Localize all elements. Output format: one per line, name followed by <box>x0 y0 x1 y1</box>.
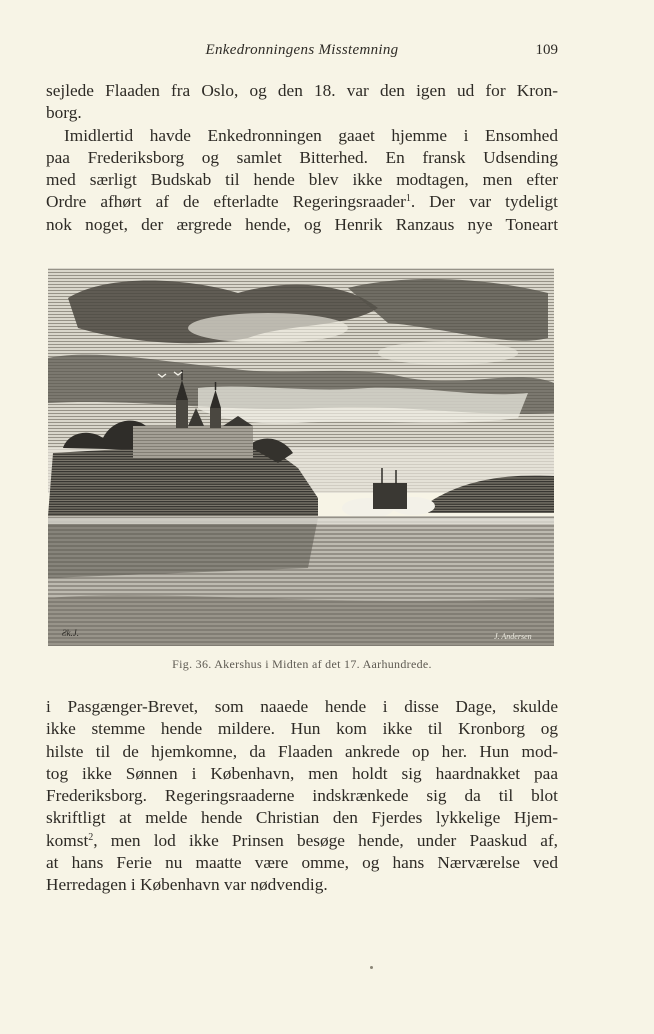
page-speck <box>370 966 373 969</box>
text-line: paa Frederiksborg og samlet Bitterhed. En fransk Udsending <box>46 147 558 167</box>
text-line: i Pasgænger-Brevet, som naaede hende i disse Dage, skulde <box>46 697 558 716</box>
engraver-signature-left: Ƨk.J. <box>62 628 79 638</box>
text-line: Frederiksborg. Regeringsraaderne indskrænkede sig da til blot <box>46 786 558 806</box>
footnote-marker: 1 <box>405 193 411 205</box>
engraver-signature-right: J. Andersen <box>494 632 532 641</box>
figure-caption: Fig. 36. Akershus i Midten af det 17. Aarhundrede. <box>172 657 432 671</box>
engraving-figure <box>48 268 554 646</box>
akershus-engraving <box>48 268 554 646</box>
running-header <box>46 42 558 62</box>
text-fragment: komst <box>46 830 89 850</box>
text-line: tog ikke Sønnen i København, men holdt sig haardnakket paa <box>46 763 558 783</box>
text-fragment: Ordre afhørt af de efterladte Regeringsraader <box>46 192 406 212</box>
text-line: skriftligt at melde hende Christian den Fjerdes lykkelige Hjem- <box>46 808 558 828</box>
text-fragment: . Der var tydeligt <box>410 192 558 212</box>
text-line: at hans Ferie nu maatte være omme, og hans Nærværelse ved <box>46 853 558 873</box>
text-fragment: , men lod ikke Prinsen besøge hende, under Paaskud af, <box>93 830 558 850</box>
text-line: sejlede Flaaden fra Oslo, og den 18. var den igen ud for Kron- <box>46 81 558 100</box>
text-line: Imidlertid havde Enkedronningen gaaet hjemme i Ensomhed <box>64 125 558 145</box>
text-line: Herredagen i København var nødvendig. <box>46 875 328 895</box>
text-line-with-footnote <box>46 191 558 213</box>
text-line: nok noget, der ærgrede hende, og Henrik Ranzaus nye Toneart <box>46 214 558 234</box>
text-line-with-footnote <box>46 830 558 852</box>
text-block-top <box>46 80 558 236</box>
footnote-marker: 2 <box>88 831 94 843</box>
text-line: ikke stemme hende mildere. Hun kom ikke til Kronborg og <box>46 719 558 739</box>
text-line: hilste til de hjemkomne, da Flaaden ankrede op her. Hun mod- <box>46 741 558 761</box>
running-title: Enkedronningens Misstemning <box>205 42 399 58</box>
text-line: borg. <box>46 103 82 123</box>
page-number: 109 <box>535 42 558 58</box>
text-line: med særligt Budskab til hende blev ikke modtagen, men efter <box>46 170 558 190</box>
text-block-bottom <box>46 696 558 897</box>
